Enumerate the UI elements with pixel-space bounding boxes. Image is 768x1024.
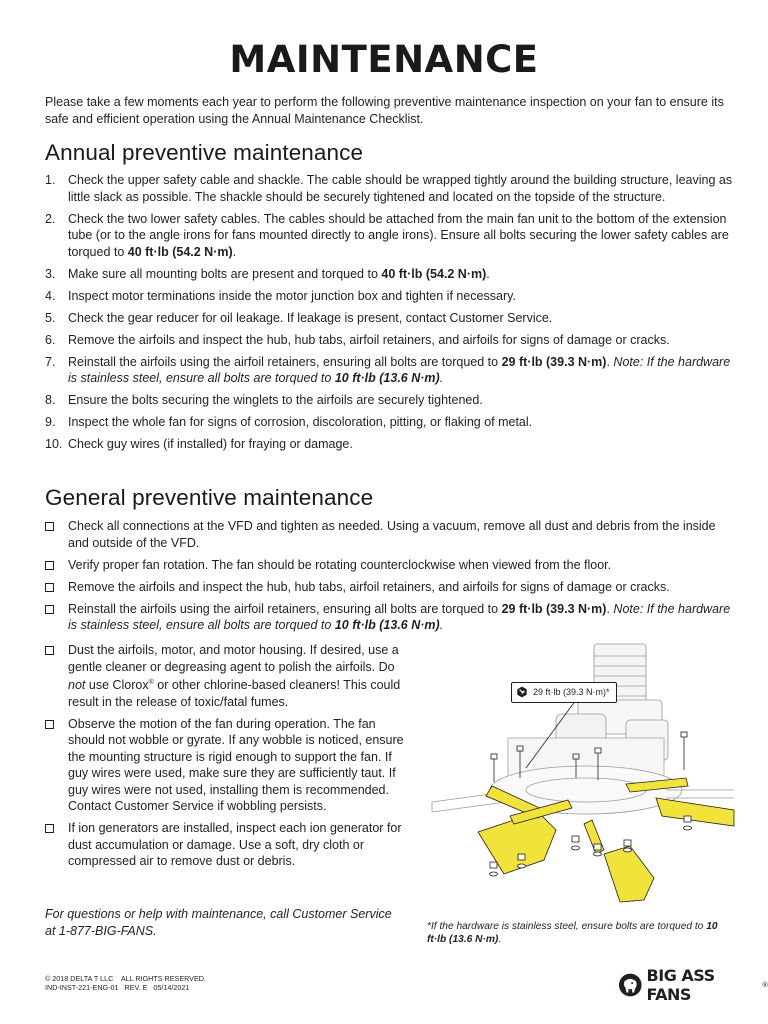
intro-paragraph: Please take a few moments each year to perform the following preventive maintenance inspection on your fan to ensure its safe and efficient operation using the Annual Maintenance Checklist. xyxy=(45,95,724,126)
general-item: Reinstall the airfoils using the airfoil retainers, ensuring all bolts are torqued to 29 ft·lb (39.3 N·m). Note: If the hardware is stainless steel, ensure all bolts are torqued to 10 ft·lb (13.6 N·m). xyxy=(45,601,735,634)
nut-6 xyxy=(624,840,632,852)
annual-list xyxy=(45,172,735,458)
fan-hub-diagram xyxy=(426,640,738,908)
elephant-logo-icon xyxy=(618,972,643,998)
general-item: If ion generators are installed, inspect each ion generator for dust accumulation or damage. Use a soft, dry cloth or compressed air to remove dust or debris. xyxy=(45,820,413,870)
brand-logo xyxy=(618,966,768,1004)
copyright-text: © 2018 DELTA T LLC ALL RIGHTS RESERVED. xyxy=(45,974,206,983)
airfoil-right xyxy=(656,798,734,826)
diagram-footnote: *If the hardware is stainless steel, ensure bolts are torqued to 10 ft·lb (13.6 N·m). xyxy=(427,921,718,945)
annual-item: 6. Remove the airfoils and inspect the hub, hub tabs, airfoil retainers, and airfoils for signs of damage or cracks. xyxy=(45,332,670,347)
general-list xyxy=(45,518,735,639)
checkbox-icon xyxy=(45,522,54,531)
annual-item: 10. Check guy wires (if installed) for fraying or damage. xyxy=(45,437,353,451)
general-item: Observe the motion of the fan during operation. The fan should not wobble or gyrate. If any wobble is noticed, ensure the mounting structure is rigid enough to support the fan. If guy wires were used, make sure they are sufficiently taut. If guy wires were not used, installing them is recommended. Contact Customer Service if wobbling persists. xyxy=(45,716,413,815)
page-title: MAINTENANCE xyxy=(229,38,539,81)
item-number: 5. xyxy=(45,310,56,325)
wrench-icon xyxy=(516,686,528,698)
item-number: 1. xyxy=(45,173,56,187)
contact-note: For questions or help with maintenance, call Customer Service at 1-877-BIG-FANS. xyxy=(45,907,392,938)
item-number: 4. xyxy=(45,288,56,303)
brand-trademark: ® xyxy=(761,981,768,989)
document-id: IND-INST-221-ENG-01 REV. E 05/14/2021 xyxy=(45,983,190,992)
annual-item: 1. Check the upper safety cable and shackle. The cable should be wrapped tightly around the building structure, leaving as little slack as possible. The shackle should be securely tightened and located on the topside of the structure. xyxy=(45,173,733,204)
checkbox-icon xyxy=(45,646,54,655)
annual-item: 9. Inspect the whole fan for signs of corrosion, discoloration, pitting, or flaking of metal. xyxy=(45,415,533,429)
brand-name: BIG ASS FANS xyxy=(646,966,715,1004)
item-number: 9. xyxy=(45,415,56,429)
annual-item: 2. Check the two lower safety cables. The cables should be attached from the main fan unit to the bottom of the extension tube (or to the angle irons for fans mounted directly to angle irons). Ensure all bolts securing the lower safety cables are torqued to 40 ft·lb (54.2 N·m). xyxy=(45,211,729,259)
general-item: Remove the airfoils and inspect the hub, hub tabs, airfoil retainers, and airfoils for signs of damage or cracks. xyxy=(45,579,735,596)
bolt-4 xyxy=(681,732,687,770)
general-item: Verify proper fan rotation. The fan should be rotating counterclockwise when viewed from the floor. xyxy=(45,557,735,574)
annual-item: 3. Make sure all mounting bolts are present and torqued to 40 ft·lb (54.2 N·m). xyxy=(45,266,490,281)
torque-callout xyxy=(511,682,617,703)
general-heading: General preventive maintenance xyxy=(45,485,374,510)
item-number: 3. xyxy=(45,266,56,281)
annual-heading: Annual preventive maintenance xyxy=(45,140,364,165)
general-list-narrow xyxy=(45,642,413,875)
checkbox-icon xyxy=(45,720,54,729)
checkbox-icon xyxy=(45,824,54,833)
airfoil-front xyxy=(604,846,654,902)
nut-3 xyxy=(572,836,580,850)
bolt-1 xyxy=(491,754,497,782)
item-number: 10. xyxy=(45,437,63,451)
nut-4 xyxy=(594,844,602,856)
legal-footer xyxy=(45,974,206,992)
annual-item: 5. Check the gear reducer for oil leakage. If leakage is present, contact Customer Service. xyxy=(45,310,553,325)
item-number: 7. xyxy=(45,354,56,369)
item-number: 8. xyxy=(45,393,56,407)
torque-label: 29 ft·lb (39.3 N·m)* xyxy=(533,687,610,697)
annual-item: 8. Ensure the bolts securing the winglets to the airfoils are securely tightened. xyxy=(45,393,483,407)
fan-hub-illustration xyxy=(426,640,738,908)
checkbox-icon xyxy=(45,605,54,614)
nut-1 xyxy=(490,862,498,876)
checkbox-icon xyxy=(45,583,54,592)
checkbox-icon xyxy=(45,561,54,570)
nut-5 xyxy=(684,816,692,830)
annual-item: 7. Reinstall the airfoils using the airfoil retainers, ensuring all bolts are torqued to 29 ft·lb (39.3 N·m). Note: If the hardware is stainless steel, ensure all bolts are torqued to 10 ft·lb (13.6 N·m). xyxy=(45,354,731,385)
item-number: 6. xyxy=(45,332,56,347)
general-item: Check all connections at the VFD and tighten as needed. Using a vacuum, remove all dust and debris from the inside and outside of the VFD. xyxy=(45,518,735,551)
annual-item: 4. Inspect motor terminations inside the motor junction box and tighten if necessary. xyxy=(45,288,516,303)
item-number: 2. xyxy=(45,211,56,226)
general-item: Dust the airfoils, motor, and motor housing. If desired, use a gentle cleaner or degreasing agent to polish the airfoils. Do not use Clorox® or other chlorine-based cleaners! This could result in the release of toxic/fatal fumes. xyxy=(45,642,413,710)
